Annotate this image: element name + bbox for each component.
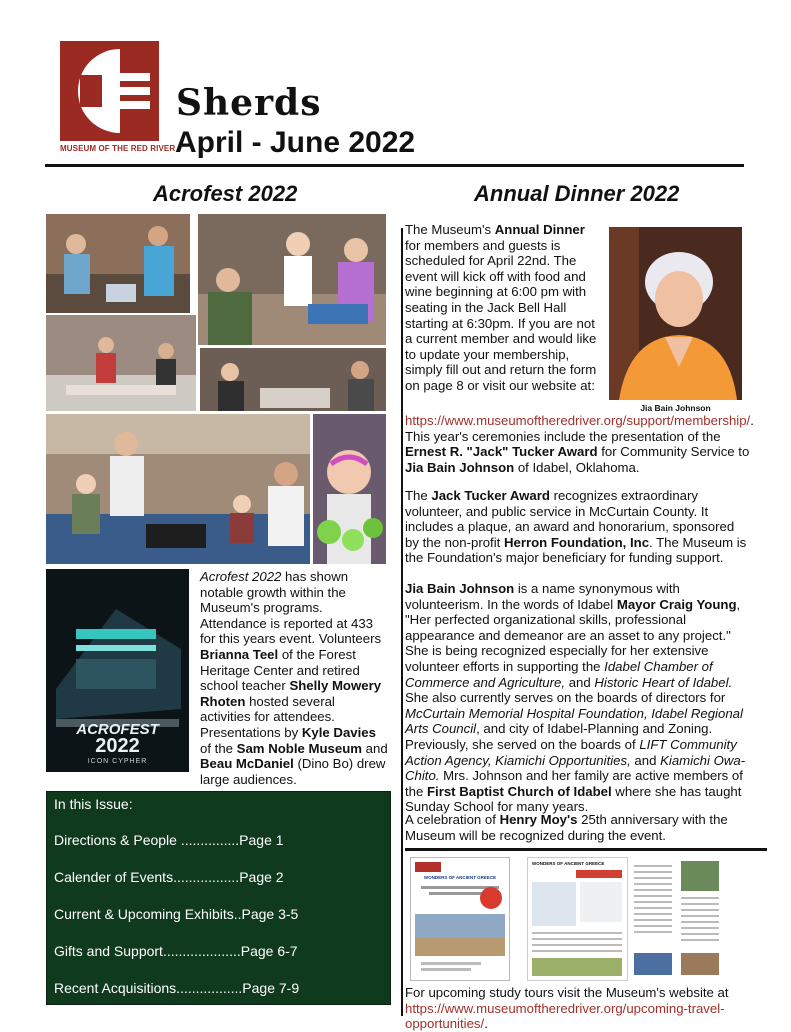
newsletter-date: April - June 2022 [175,126,416,159]
dinner-paragraph-4: A celebration of Henry Moy's 25th anniversary with the Museum will be recognized during the event. [405,812,728,843]
membership-link[interactable]: https://www.museumoftheredriver.org/support/membership/ [405,413,751,428]
acrofest-heading: Acrofest 2022 [153,181,298,206]
dinner-paragraph-3: Jia Bain Johnson is a name synonymous with volunteerism. In the words of Idabel Mayor Craig Young, "Her perfected organizational skills, professional appearance and demeanor are an asset to any project." She is being recognized especially for her extensive volunteer efforts in supporting the Idabel Chamber of Commerce and Agriculture, and Historic Heart of Idabel. She also currently serves on the boards of directors for McCurtain Memorial Hospital Foundation, Idabel Regional Arts Council, and city of Idabel-Planning and Zoning. Previously, she served on the boards of LIFT Community Action Agency, Kiamichi Opportunities, and Kiamichi Owa-Chito. Mrs. Johnson and her family are active members of the First Baptist Church of Idabel where she has taught Sunday School for many years. [405,581,746,815]
acrofest-photo-3 [46,315,196,411]
acrofest-photo-1 [46,214,190,313]
museum-logo [60,41,176,159]
issue-item-acquisitions[interactable]: Recent Acquisitions.................Page 7-9 [54,980,300,996]
issue-item-gifts[interactable]: Gifts and Support....................Page 6-7 [54,943,298,959]
flyer-1-title: WONDERS OF ANCIENT GREECE [423,875,497,880]
logo-caption: MUSEUM OF THE RED RIVER [60,144,176,153]
travel-flyer-3 [632,857,674,979]
travel-link[interactable]: https://www.museumoftheredriver.org/upcoming-travel-opportunities/ [405,1000,725,1032]
issue-heading: In this Issue: [54,796,133,812]
poster-year: 2022 [95,735,140,757]
poster-subtitle: ICON CYPHER [87,758,148,765]
header-rule [45,164,744,167]
poster-title: ACROFEST [76,721,159,738]
travel-flyer-2 [527,857,628,981]
acrofest-photo-5 [46,414,310,564]
acrofest-poster [46,569,189,772]
acrofest-photo-6 [313,414,386,564]
dinner-heading: Annual Dinner 2022 [474,181,680,206]
acrofest-paragraph: Acrofest 2022 has shown notable growth within the Museum's programs. Attendance is reported at 433 for this years event. Volunteers Brianna Teel of the Forest Heritage Center and retired school teacher Shelly Mowery Rhoten hosted several activities for attendees. Presentations by Kyle Davies of the Sam Noble Museum and Beau McDaniel (Dino Bo) drew large audiences. [200,569,388,787]
issue-item-directions[interactable]: Directions & People ...............Page 1 [54,832,284,848]
travel-flyer-1 [410,857,510,981]
dinner-paragraph-1: The Museum's Annual Dinner for members and guests is scheduled for April 22nd. The event will kick off with food and wine beginning at 6:00 pm with seating in the Jack Bell Hall starting at 6:30pm. If you are not a current member and would like to update your membership, simply fill out and return the form on page 8 or visit our website at: https://www.museumoftheredriver.org/support/membership/. This year's ceremonies include the presentation of the Ernest R. "Jack" Tucker Award for Community Service to Jia Bain Johnson of Idabel, Oklahoma. [405,222,754,475]
logo-mark [60,41,159,141]
travel-flyer-4 [679,857,721,979]
issue-item-exhibits[interactable]: Current & Upcoming Exhibits..Page 3-5 [54,906,299,922]
in-this-issue-box [46,791,391,1005]
newsletter-title: Sherds [176,82,322,124]
column-divider [401,228,403,1016]
travel-rule [405,848,767,851]
issue-item-calendar[interactable]: Calender of Events.................Page 2 [54,869,284,885]
travel-paragraph: For upcoming study tours visit the Museum's website at https://www.museumoftheredriver.org/upcoming-travel-opportunities/. [405,985,729,1032]
photo-caption: Jia Bain Johnson [640,403,711,413]
acrofest-photo-2 [198,214,386,345]
acrofest-photo-4 [200,348,386,411]
dinner-paragraph-2: The Jack Tucker Award recognizes extraordinary volunteer, and public service in McCurtain County. It includes a plaque, an award and honorarium, sponsored by the non-profit Herron Foundation, Inc. The Museum is the Foundation's major beneficiary for funding support. [405,488,747,566]
flyer-2-title: WONDERS OF ANCIENT GREECE [532,861,605,866]
